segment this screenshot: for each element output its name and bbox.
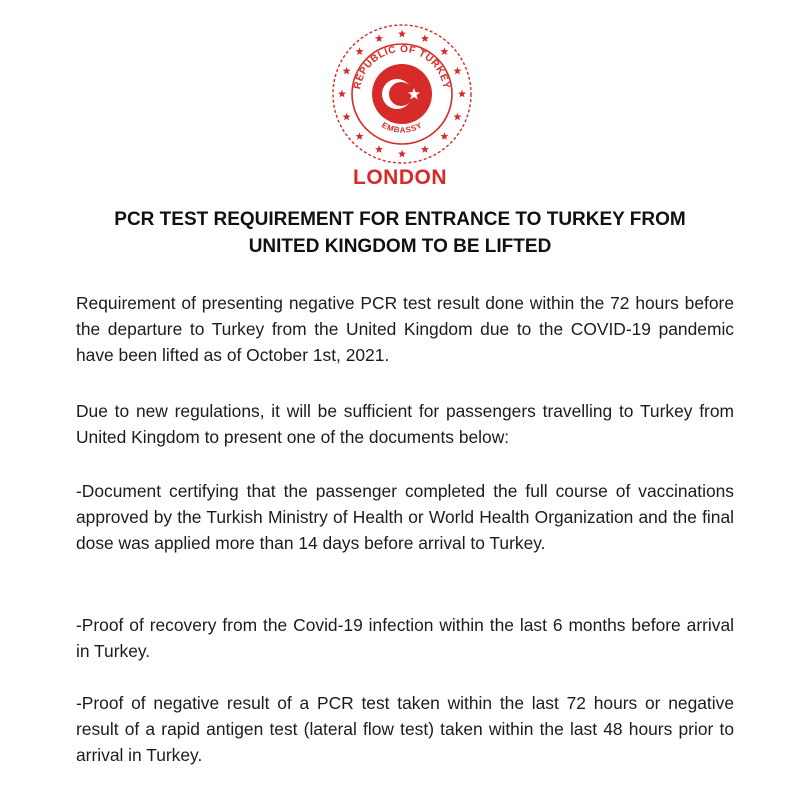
seal-star-icon (453, 113, 461, 121)
seal-star-icon (440, 132, 448, 140)
paragraph-intro: Requirement of presenting negative PCR test result done within the 72 hours before the departure to Turkey from the United Kingdom due to the COVID-19 pandemic have been lifted as of October 1st, 2021. (76, 293, 734, 365)
seal-star-icon (343, 67, 351, 75)
seal-star-icon (343, 113, 351, 121)
embassy-seal-logo (330, 22, 474, 166)
seal-star-icon (440, 47, 448, 55)
seal-star-icon (398, 150, 406, 158)
seal-star-icon (458, 90, 466, 98)
paragraph-test-result: -Proof of negative result of a PCR test taken within the last 72 hours or negative result of a rapid antigen test (lateral flow test) taken within the last 48 hours prior to arrival in Turkey. (76, 693, 734, 765)
paragraph-recovery: -Proof of recovery from the Covid-19 infection within the last 6 months before arrival in Turkey. (76, 615, 734, 661)
announcement-title: PCR TEST REQUIREMENT FOR ENTRANCE TO TURKEY FROM UNITED KINGDOM TO BE LIFTED (114, 209, 686, 257)
seal-star-icon (421, 34, 429, 42)
seal-star-icon (356, 47, 364, 55)
city-heading: LONDON (353, 166, 447, 189)
paragraph-regulations: Due to new regulations, it will be sufficient for passengers travelling to Turkey from United Kingdom to present one of the documents below: (76, 401, 734, 447)
seal-bottom-text: EMBASSY (380, 120, 424, 135)
seal-star-icon (338, 90, 346, 98)
seal-star-icon (421, 145, 429, 153)
seal-star-icon (375, 34, 383, 42)
seal-star-icon (375, 145, 383, 153)
seal-star-icon (398, 30, 406, 38)
seal-star-icon (356, 132, 364, 140)
seal-star-icon (453, 67, 461, 75)
seal-top-text: REPUBLIC OF TURKEY (352, 43, 452, 91)
paragraph-vaccination: -Document certifying that the passenger completed the full course of vaccinations approved by the Turkish Ministry of Health or World Health Organization and the final dose was applied more than 14 days before arrival to Turkey. (76, 481, 734, 553)
